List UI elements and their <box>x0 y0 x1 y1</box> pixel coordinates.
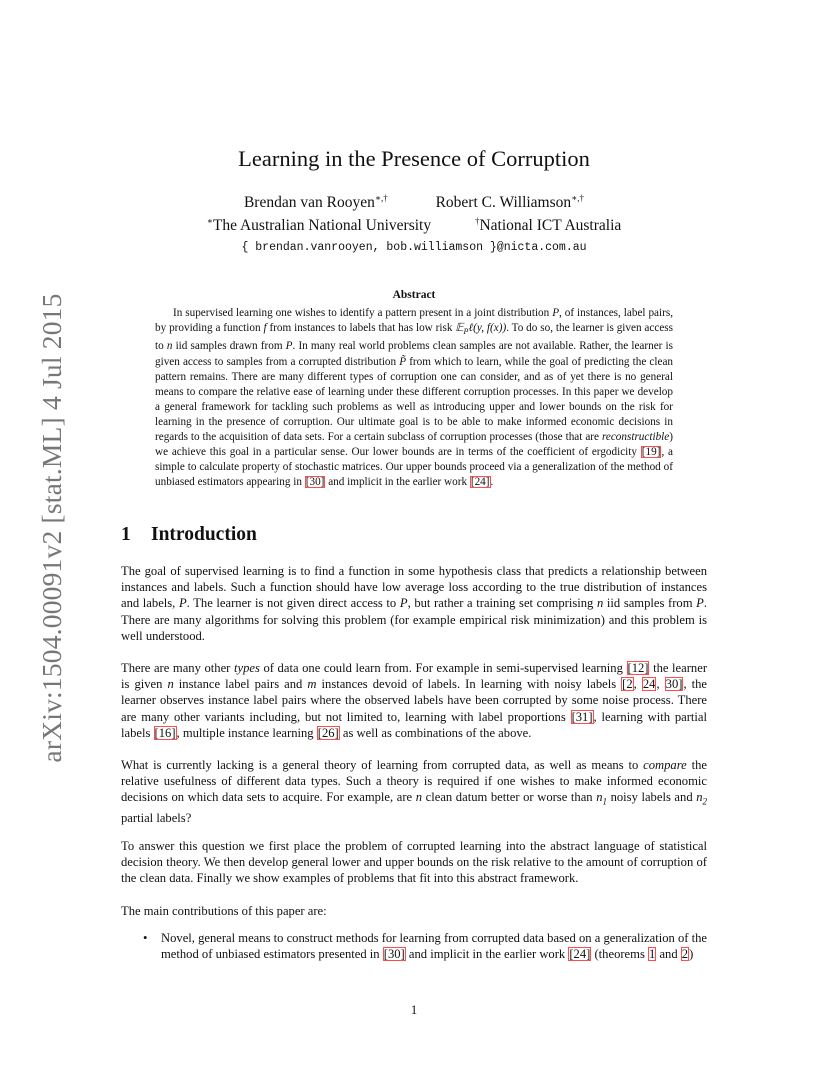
author-1: Brendan van Rooyen∗,† <box>243 192 388 211</box>
affiliation-2: †National ICT Australia <box>474 215 622 234</box>
citation-link[interactable]: [30] <box>383 947 405 962</box>
paragraph: The main contributions of this paper are: <box>121 904 327 918</box>
abstract-heading: Abstract <box>392 289 436 301</box>
citation-link[interactable]: [31] <box>571 709 593 724</box>
citation-link[interactable]: [24] <box>569 947 591 962</box>
theorem-link[interactable]: 2 <box>681 947 689 962</box>
citation-link[interactable]: [12] <box>627 661 649 675</box>
paragraph: There are many other types of data one could learn from. For example in semi-supervised learning [12] the learner is given n instance label pairs and m instances devoid of labels. In learning with noisy labels [2, 24, 30], the learner observes instance label pairs where the observed labels have been corrupted by some noise process. There are many other variants including, but not limited to, learning with label proportions [31], learning with partial labels [16], multiple instance learning [26] as well as combinations of the above. <box>121 661 708 740</box>
citation-link[interactable]: [16] <box>154 725 176 740</box>
citation-link[interactable]: 30] <box>665 677 683 692</box>
arxiv-identifier-stamp: arXiv:1504.00091v2 [stat.ML] 4 Jul 2015 <box>36 293 67 763</box>
paper-title: Learning in the Presence of Corruption <box>238 146 590 171</box>
citation-link[interactable]: [19] <box>641 446 661 459</box>
theorem-link[interactable]: 1 <box>649 947 656 962</box>
abstract-body: In supervised learning one wishes to identify a pattern present in a joint distribution P, of instances, label pairs, by providing a function f from instances to labels that has low risk 𝔼$_P$ℓ(y, f(x)). To do so, the learner is given access to n iid samples drawn from P. In many real world problems clean samples are not available. Rather, the learner is given access to samples from a corrupted distribution P̃ from which to learn, while the goal of predicting the clean pattern remains. There are many different types of corruption one can consider, and as of yet there is no general means to compare the relative ease of learning under these different corruption processes. In this paper we develop a general framework for tackling such problems as well as introducing upper and lower bounds on the risk for learning in the presence of corruption. Our ultimate goal is to be able to make informed economic decisions in regards to the acquisition of data sets. For a certain subclass of corruption processes (those that are reconstructible) we achieve this goal in a particular sense. Our lower bounds are in terms of the coefficient of ergodicity [19], a simple to calculate property of stochastic matrices. Our upper bounds proceed via a generalization of the method of unbiased estimators appearing in [30] and implicit in the earlier work [24]. <box>155 307 674 489</box>
paragraph: The goal of supervised learning is to find a function in some hypothesis class that predicts a relationship between instances and labels. Such a function should have low average loss according to the true distribution of instances and labels, P. The learner is not given direct access to P, but rather a training set comprising n iid samples from P. There are many algorithms for solving this problem (for example empirical risk minimization) and this problem is well understood. <box>121 564 707 643</box>
paragraph: To answer this question we first place the problem of corrupted learning into the abstract language of statistical decision theory. We then develop general lower and upper bounds on the risk relative to the amount of corruption of the clean data. Finally we show examples of problems that fit into this abstract framework. <box>121 839 707 886</box>
author-emails: { brendan.vanrooyen, bob.williamson }@nicta.com.au <box>241 241 587 254</box>
section-heading: 1 Introduction <box>121 524 257 545</box>
paragraph: What is currently lacking is a general theory of learning from corrupted data, as well as means to compare the relative usefulness of different data types. Such a theory is required if one wishes to make informed economic decisions on which data sets to acquire. For example, are n clean datum better or worse than $n_1$ noisy labels and $n_2$ partial labels? <box>121 758 708 826</box>
affiliation-1: ∗The Australian National University <box>206 215 432 234</box>
citation-link[interactable]: [24] <box>470 476 490 489</box>
citation-link[interactable]: [30] <box>305 476 325 489</box>
bullet-icon: • <box>143 931 148 945</box>
citation-link[interactable]: [26] <box>317 725 339 740</box>
contribution-list-item: • Novel, general means to construct methods for learning from corrupted data based on a generalization of the method of unbiased estimators presented in [30] and implicit in the earlier work [24] (theorems 1 and 2) <box>143 931 707 962</box>
author-list <box>0 194 828 212</box>
page-number: 1 <box>410 1003 418 1017</box>
affiliation-list <box>0 217 828 235</box>
author-2: Robert C. Williamson∗,† <box>435 192 585 211</box>
citation-link[interactable]: [2 <box>622 677 633 692</box>
citation-link[interactable]: 24 <box>642 677 656 692</box>
